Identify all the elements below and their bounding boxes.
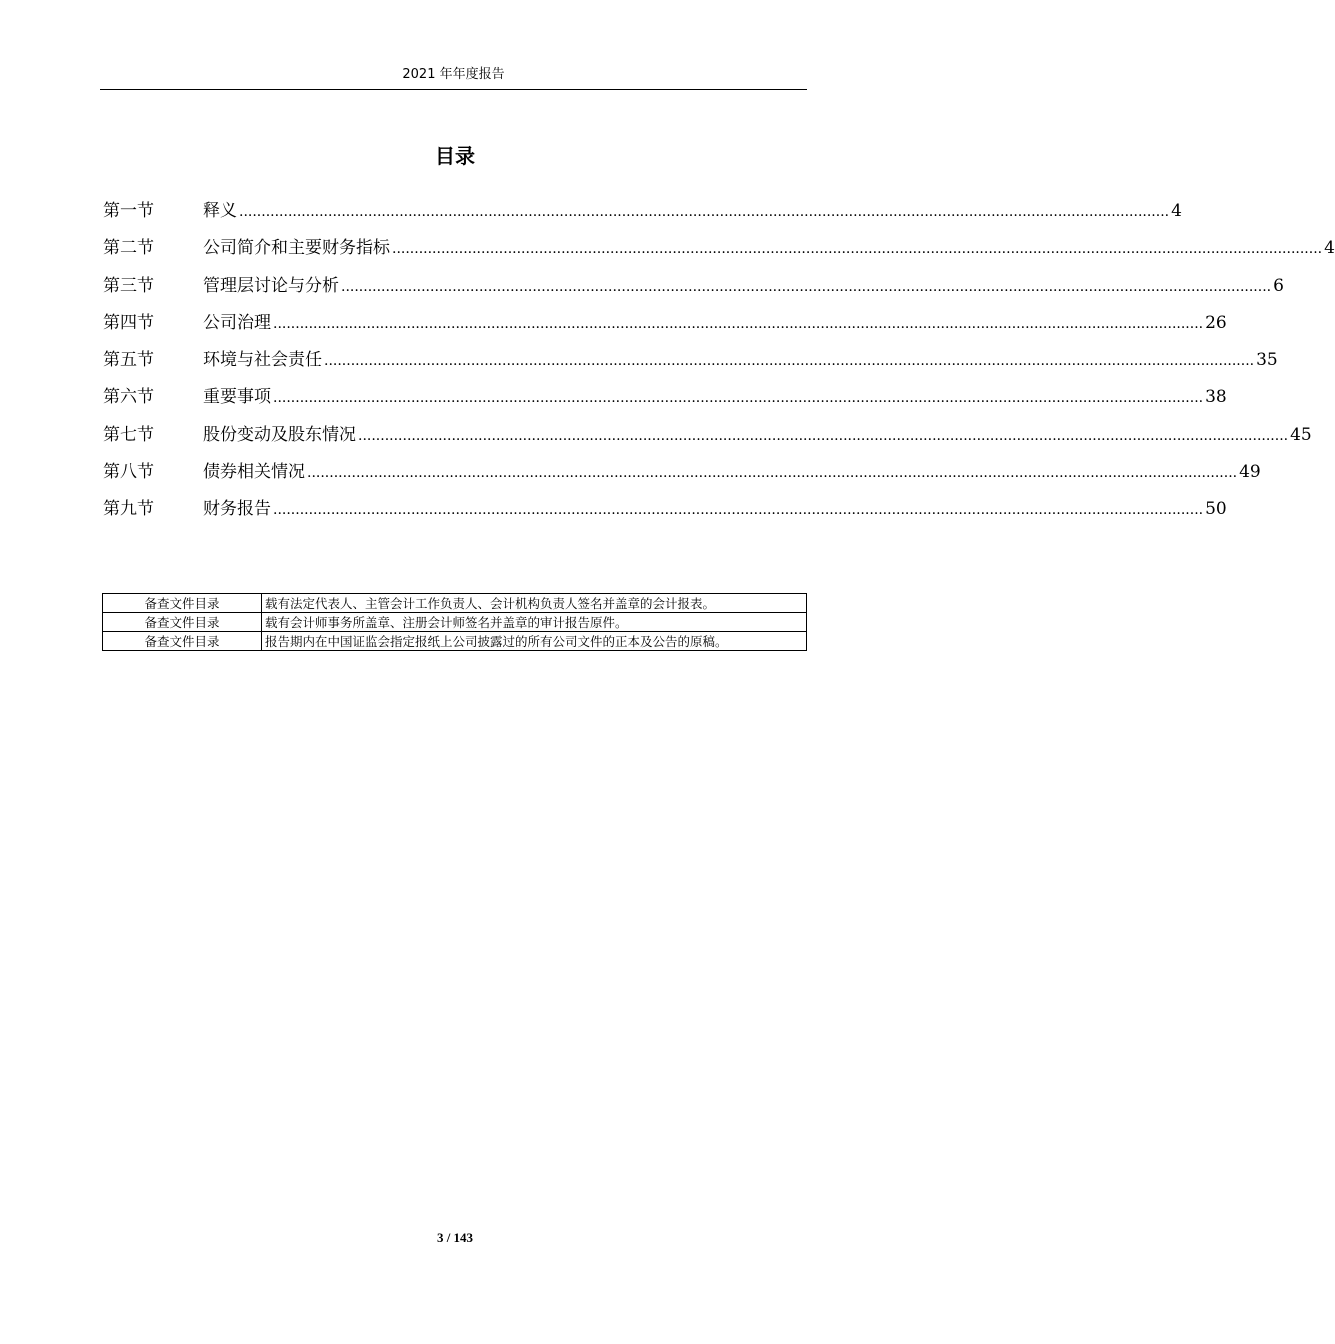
- toc-entry[interactable]: [103, 495, 1227, 532]
- toc-entry[interactable]: [103, 272, 1284, 309]
- toc-section-title: 管理层讨论与分析: [203, 275, 339, 296]
- toc-page-number: 4: [1324, 238, 1335, 259]
- toc-section-number: 第九节: [103, 499, 154, 520]
- toc-entry[interactable]: [103, 458, 1261, 495]
- doc-content-cell: 载有会计师事务所盖章、注册会计师签名并盖章的审计报告原件。: [262, 613, 807, 632]
- toc-section-number: 第二节: [103, 238, 154, 259]
- dot-leader: .................................................................................................................................................................................................................: [341, 278, 1272, 295]
- toc-section-title: 释义: [203, 201, 237, 221]
- toc-entry[interactable]: [103, 309, 1227, 346]
- toc-section-title: 环境与社会责任: [203, 350, 322, 371]
- dot-leader: .................................................................................................................................................................................................................: [324, 353, 1255, 370]
- toc-page-number: 4: [1171, 201, 1182, 221]
- toc-page-number: 49: [1239, 462, 1261, 483]
- toc-page-number: 35: [1256, 350, 1278, 371]
- toc-section-title: 财务报告: [203, 499, 271, 520]
- toc-section-number: 第三节: [103, 275, 154, 296]
- page-header: 2021 年年度报告: [100, 64, 807, 90]
- toc-section-number: 第七节: [103, 424, 154, 445]
- toc-section-number: 第一节: [103, 201, 154, 221]
- dot-leader: .................................................................................................................................................................................................................: [239, 204, 1170, 220]
- toc-page-number: 6: [1273, 275, 1284, 296]
- doc-label-cell: 备查文件目录: [103, 613, 262, 632]
- table-row: [103, 594, 807, 613]
- toc-entry[interactable]: [103, 346, 1278, 383]
- table-row: [103, 613, 807, 632]
- toc-entry[interactable]: [103, 421, 1312, 458]
- toc-section-number: 第四节: [103, 312, 154, 333]
- toc-page-number: 26: [1205, 312, 1227, 333]
- toc-page-number: 45: [1290, 424, 1312, 445]
- page-number: 3 / 143: [436, 1230, 474, 1245]
- doc-content-cell: 报告期内在中国证监会指定报纸上公司披露过的所有公司文件的正本及公告的原稿。: [262, 632, 807, 651]
- doc-content-cell: 载有法定代表人、主管会计工作负责人、会计机构负责人签名并盖章的会计报表。: [262, 594, 807, 613]
- dot-leader: .................................................................................................................................................................................................................: [307, 465, 1238, 482]
- doc-label-cell: 备查文件目录: [103, 632, 262, 651]
- toc-entry[interactable]: [103, 383, 1227, 420]
- toc-section-title: 债券相关情况: [203, 462, 305, 483]
- doc-label-cell: 备查文件目录: [103, 594, 262, 613]
- toc-page-number: 38: [1205, 387, 1227, 408]
- dot-leader: .................................................................................................................................................................................................................: [358, 427, 1289, 444]
- toc-page-number: 50: [1205, 499, 1227, 520]
- dot-leader: .................................................................................................................................................................................................................: [273, 315, 1204, 332]
- toc-section-number: 第六节: [103, 387, 154, 408]
- table-row: [103, 632, 807, 651]
- toc-section-number: 第五节: [103, 350, 154, 371]
- toc-entry[interactable]: [103, 234, 1335, 271]
- page-title: 目录: [435, 144, 475, 168]
- dot-leader: .................................................................................................................................................................................................................: [273, 390, 1204, 407]
- table-of-contents: [103, 197, 1335, 533]
- dot-leader: .................................................................................................................................................................................................................: [273, 502, 1204, 519]
- toc-section-title: 公司简介和主要财务指标: [203, 238, 390, 259]
- reference-documents-table: [102, 593, 807, 651]
- dot-leader: .................................................................................................................................................................................................................: [392, 241, 1323, 258]
- toc-section-title: 股份变动及股东情况: [203, 424, 356, 445]
- toc-section-title: 重要事项: [203, 387, 271, 408]
- toc-entry[interactable]: [103, 197, 1182, 234]
- toc-section-title: 公司治理: [203, 312, 271, 333]
- toc-section-number: 第八节: [103, 462, 154, 483]
